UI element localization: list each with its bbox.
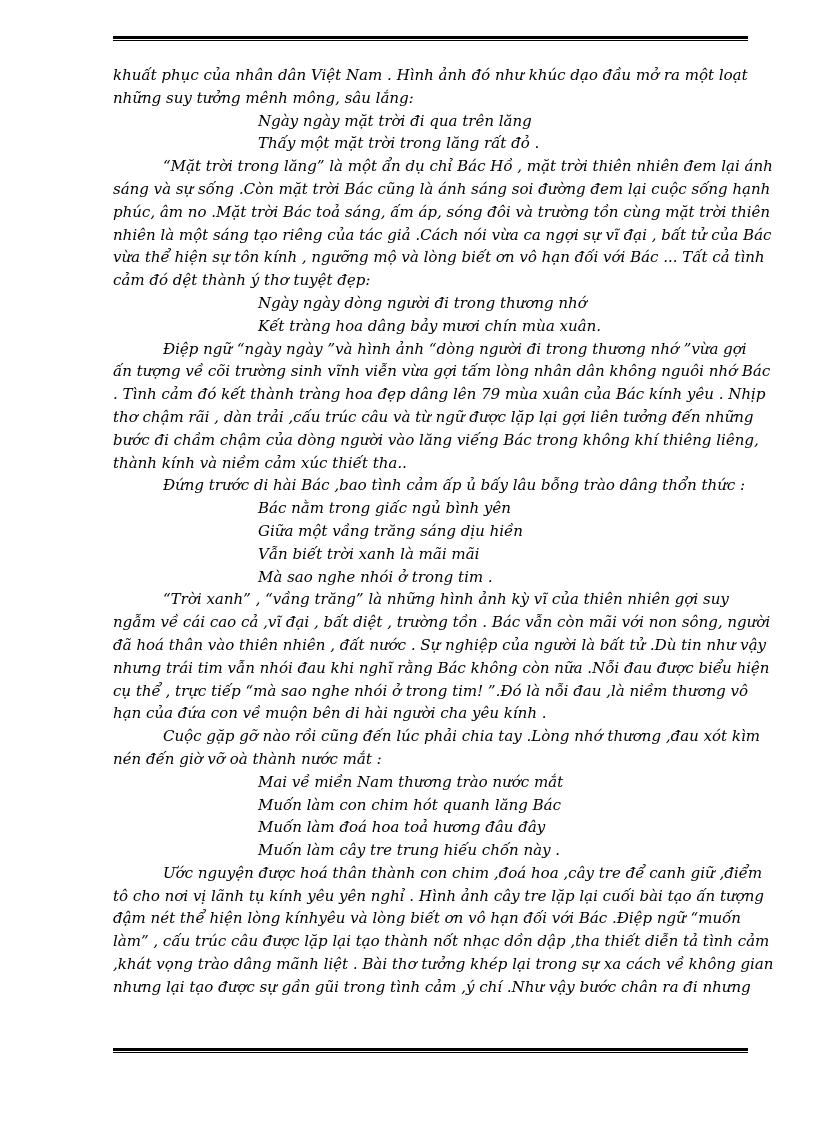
poem-verse-line: Bác nằm trong giấc ngủ bình yên xyxy=(258,499,511,518)
text-line: thơ chậm rãi , dàn trải ,cấu trúc câu và từ ngữ được lặp lại gợi liên tưởng đến những xyxy=(113,407,754,426)
poem-verse-line: Muốn làm đoá hoa toả hương đâu đây xyxy=(258,818,546,837)
text-line: tô cho nơi vị lãnh tụ kính yêu yên nghỉ . Hình ảnh cây tre lặp lại cuối bài tạo ấn tượng xyxy=(113,886,764,905)
paragraph-first-line: Ước nguyện được hoá thân thành con chim ,đoá hoa ,cây tre để canh giữ ,điểm xyxy=(163,863,763,882)
paragraph-first-line: “Trời xanh” , “vầng trăng” là những hình ảnh kỳ vĩ của thiên nhiên gợi suy xyxy=(163,590,729,609)
poem-verse-line: Kết tràng hoa dâng bảy mươi chín mùa xuân. xyxy=(258,316,602,335)
poem-verse-line: Ngày ngày dòng người đi trong thương nhớ xyxy=(258,293,587,312)
text-line: nhiên là một sáng tạo riêng của tác giả .Cách nói vừa ca ngợi sự vĩ đại , bất tử của Bác xyxy=(113,225,772,244)
text-line: hạn của đứa con về muộn bên di hài người cha yêu kính . xyxy=(113,704,547,723)
poem-verse-line: Muốn làm con chim hót quanh lăng Bác xyxy=(258,795,561,814)
text-line: . Tình cảm đó kết thành tràng hoa đẹp dâng lên 79 mùa xuân của Bác kính yêu . Nhịp xyxy=(113,385,766,404)
poem-verse-line: Thấy một mặt trời trong lăng rất đỏ . xyxy=(258,134,540,153)
poem-verse-line: Vẫn biết trời xanh là mãi mãi xyxy=(258,544,480,563)
poem-verse-line: Ngày ngày mặt trời đi qua trên lăng xyxy=(258,111,532,130)
text-line: cảm đó dệt thành ý thơ tuyệt đẹp: xyxy=(113,271,371,290)
poem-verse-line: Muốn làm cây tre trung hiếu chốn này . xyxy=(258,841,561,860)
poem-verse-line: Giữa một vầng trăng sáng dịu hiền xyxy=(258,521,523,540)
text-line: phúc, âm no .Mặt trời Bác toả sáng, ấm áp, sóng đôi và trường tồn cùng mặt trời thiên xyxy=(113,202,771,221)
text-line: làm” , cấu trúc câu được lặp lại tạo thành nốt nhạc dồn dập ,tha thiết diễn tả tình cảm xyxy=(113,932,770,951)
paragraph-first-line: Đứng trước di hài Bác ,bao tình cảm ấp ủ bấy lâu bỗng trào dâng thổn thức : xyxy=(163,476,746,495)
text-line: đã hoá thân vào thiên nhiên , đất nước . Sự nghiệp của người là bất tử .Dù tin như vậy xyxy=(113,635,767,654)
footer-rule xyxy=(113,1048,748,1053)
text-line: nén đến giờ vỡ oà thành nước mắt : xyxy=(113,749,382,768)
text-line: đậm nét thể hiện lòng kínhyêu và lòng biết ơn vô hạn đối với Bác .Điệp ngữ “muốn xyxy=(113,909,741,928)
paragraph-first-line: Điệp ngữ “ngày ngày ”và hình ảnh “dòng người đi trong thương nhớ ”vừa gợi xyxy=(163,339,747,358)
text-line: ,khát vọng trào dâng mãnh liệt . Bài thơ tưởng khép lại trong sự xa cách về không gian xyxy=(113,955,773,974)
paragraph-first-line: Cuộc gặp gỡ nào rồi cũng đến lúc phải chia tay .Lòng nhớ thương ,đau xót kìm xyxy=(163,727,760,746)
text-line: những suy tưởng mênh mông, sâu lắng: xyxy=(113,88,414,107)
text-line: ngẫm về cái cao cả ,vĩ đại , bất diệt , trường tồn . Bác vẫn còn mãi với non sông, người xyxy=(113,613,771,632)
poem-verse-line: Mà sao nghe nhói ở trong tim . xyxy=(258,567,493,586)
document-body xyxy=(113,64,773,999)
text-line: nhưng lại tạo được sự gần gũi trong tình cảm ,ý chí .Như vậy bước chân ra đi nhưng xyxy=(113,977,751,996)
paragraph-first-line: “Mặt trời trong lăng” là một ẩn dụ chỉ Bác Hồ , mặt trời thiên nhiên đem lại ánh xyxy=(163,157,773,176)
text-line: thành kính và niềm cảm xúc thiết tha.. xyxy=(113,453,407,472)
text-line: khuất phục của nhân dân Việt Nam . Hình ảnh đó như khúc dạo đầu mở ra một loạt xyxy=(113,66,748,84)
text-line: vừa thể hiện sự tôn kính , ngưỡng mộ và lòng biết ơn vô hạn đối với Bác ... Tất cả tình xyxy=(113,248,765,267)
text-line: nhưng trái tim vẫn nhói đau khi nghĩ rằng Bác không còn nữa .Nỗi đau được biểu hiện xyxy=(113,658,770,677)
header-rule xyxy=(113,36,748,41)
text-line: bước đi chầm chậm của dòng người vào lăng viếng Bác trong không khí thiêng liêng, xyxy=(113,430,759,449)
poem-verse-line: Mai về miền Nam thương trào nước mắt xyxy=(258,772,564,791)
text-line: cụ thể , trực tiếp “mà sao nghe nhói ở trong tim! ”.Đó là nỗi đau ,là niềm thương vô xyxy=(113,681,749,700)
text-line: sáng và sự sống .Còn mặt trời Bác cũng là ánh sáng soi đường đem lại cuộc sống hạnh xyxy=(113,179,771,198)
text-line: ấn tượng về cõi trường sinh vĩnh viễn vừa gợi tấm lòng nhân dân không nguôi nhớ Bác xyxy=(113,362,771,381)
